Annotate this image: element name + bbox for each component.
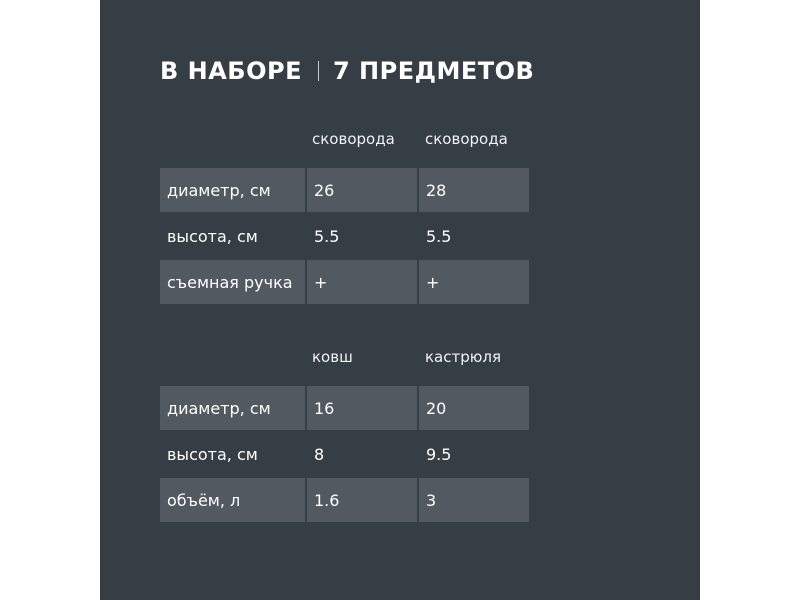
table-cell: 5.5 [314,226,340,246]
row-label: диаметр, см [160,386,305,430]
row-label: высота, см [167,226,258,246]
column-header: сковорода [425,130,508,148]
table-cell: 16 [307,386,417,430]
table-cell: 9.5 [426,444,452,464]
table-cell: 5.5 [426,226,452,246]
table-row [160,478,530,524]
table-header-row [160,122,530,168]
table-row [160,214,530,260]
column-header: сковорода [312,130,395,148]
title-divider [318,61,319,81]
table-header-row [160,340,530,386]
specs-table-frying-pans [160,122,530,306]
column-header: ковш [312,348,353,366]
row-label: высота, см [167,444,258,464]
specs-table-pots [160,340,530,524]
page-title [160,56,534,86]
table-cell: 26 [307,168,417,212]
title-right: 7 ПРЕДМЕТОВ [333,57,535,85]
row-label: съемная ручка [160,260,305,304]
table-row [160,260,530,306]
column-header: кастрюля [425,348,501,366]
table-cell: 8 [314,444,325,464]
row-label: диаметр, см [160,168,305,212]
table-cell: + [419,260,529,304]
table-cell: 1.6 [307,478,417,522]
table-row [160,432,530,478]
table-row [160,386,530,432]
title-left: В НАБОРЕ [160,57,302,85]
table-cell: 3 [419,478,529,522]
content-panel [100,0,700,600]
table-cell: 28 [419,168,529,212]
table-cell: + [307,260,417,304]
row-label: объём, л [160,478,305,522]
table-cell: 20 [419,386,529,430]
table-row [160,168,530,214]
